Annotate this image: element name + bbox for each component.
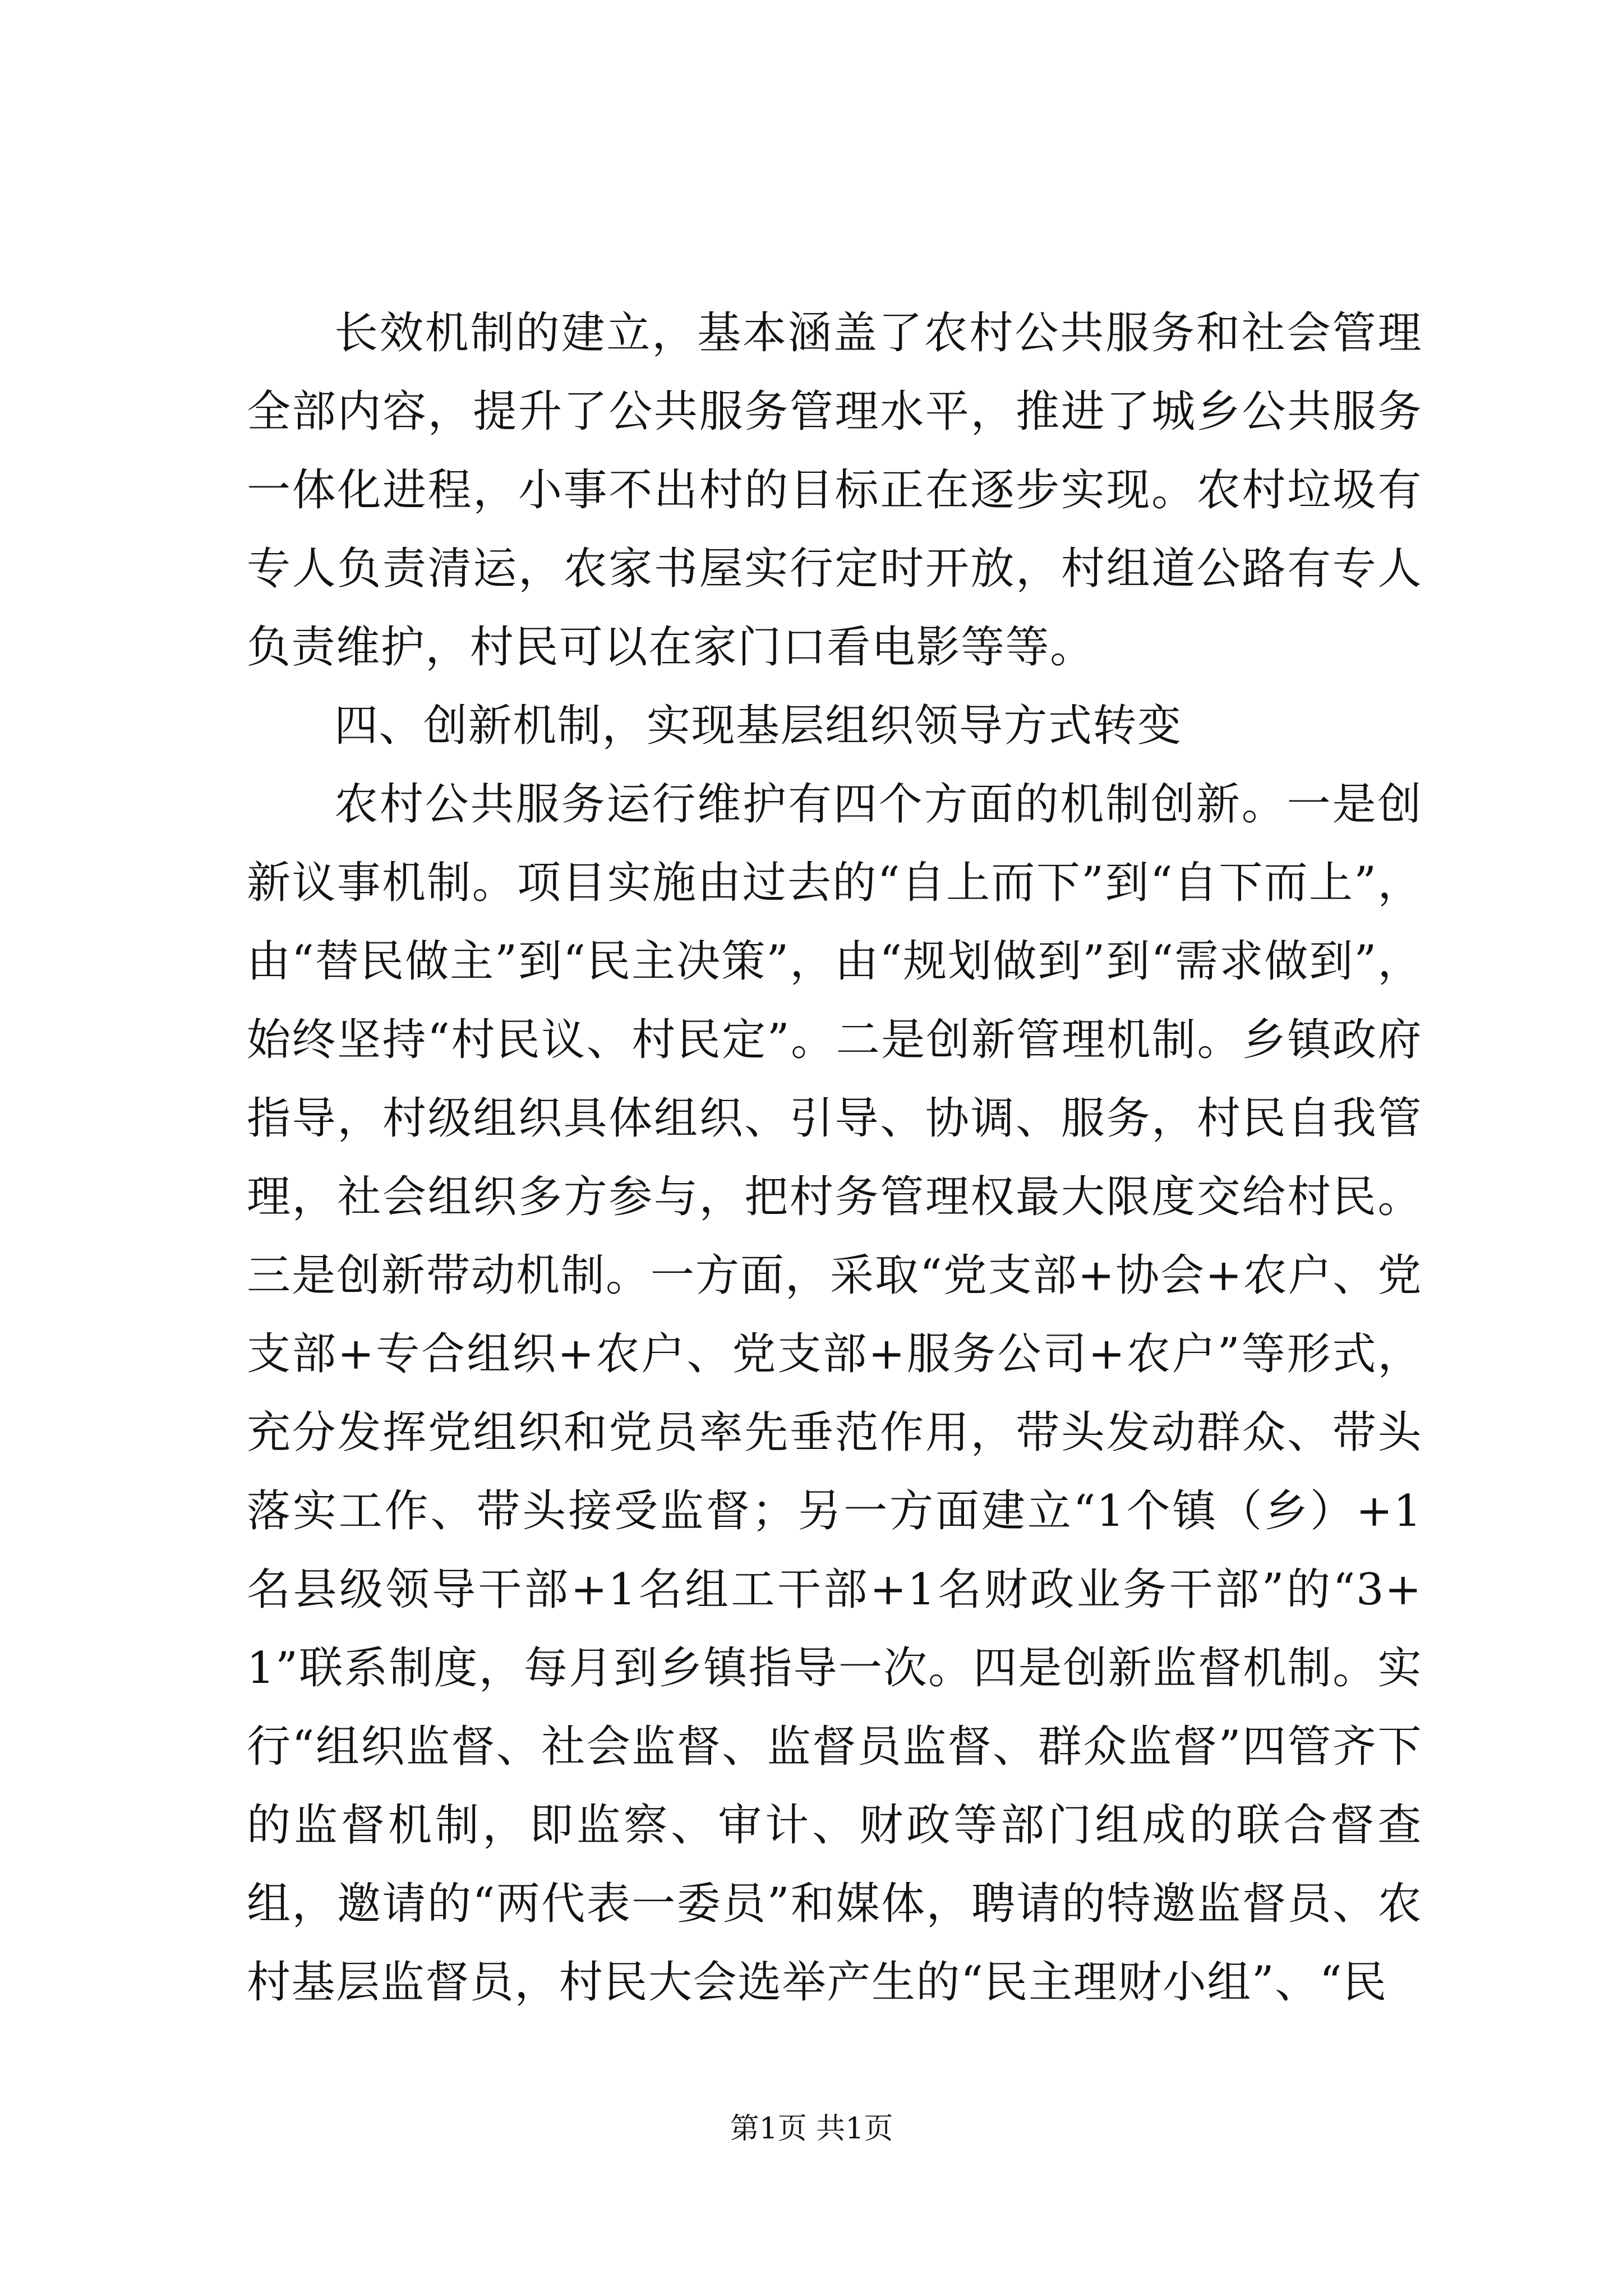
paragraph-mechanism-results: 长效机制的建立，基本涵盖了农村公共服务和社会管理全部内容，提升了公共服务管理水平，推进了城乡公共服务一体化进程，小事不出村的目标正在逐步实现。农村垃圾有专人负责清运，农家书屋实行定时开放，村组道公路有专人负责维护，村民可以在家门口看电影等等。 (247, 308, 1422, 673)
document-body (247, 294, 1422, 2022)
paragraph-mechanism-innovation: 农村公共服务运行维护有四个方面的机制创新。一是创新议事机制。项目实施由过去的“自上而下”到“自下而上”，由“替民做主”到“民主决策”，由“规划做到”到“需求做到”，始终坚持“村民议、村民定”。二是创新管理机制。乡镇政府指导，村级组织具体组织、引导、协调、服务，村民自我管理，社会组织多方参与，把村务管理权最大限度交给村民。三是创新带动机制。一方面，采取“党支部+协会+农户、党支部+专合组织+农户、党支部+服务公司+农户”等形式，充分发挥党组织和党员率先垂范作用，带头发动群众、带头落实工作、带头接受监督；另一方面建立“1个镇（乡）+1名县级领导干部+1名组工干部+1名财政业务干部”的“3+1”联系制度，每月到乡镇指导一次。四是创新监督机制。实行“组织监督、社会监督、监督员监督、群众监督”四管齐下的监督机制，即监察、审计、财政等部门组成的联合督查组，邀请的“两代表一委员”和媒体，聘请的特邀监督员、农村基层监督员，村民大会选举产生的“民主理财小组”、“民 (247, 779, 1422, 2008)
section-heading-four: 四、创新机制，实现基层组织领导方式转变 (334, 701, 1182, 751)
page-footer: 第1页 共1页 (730, 2112, 893, 2146)
